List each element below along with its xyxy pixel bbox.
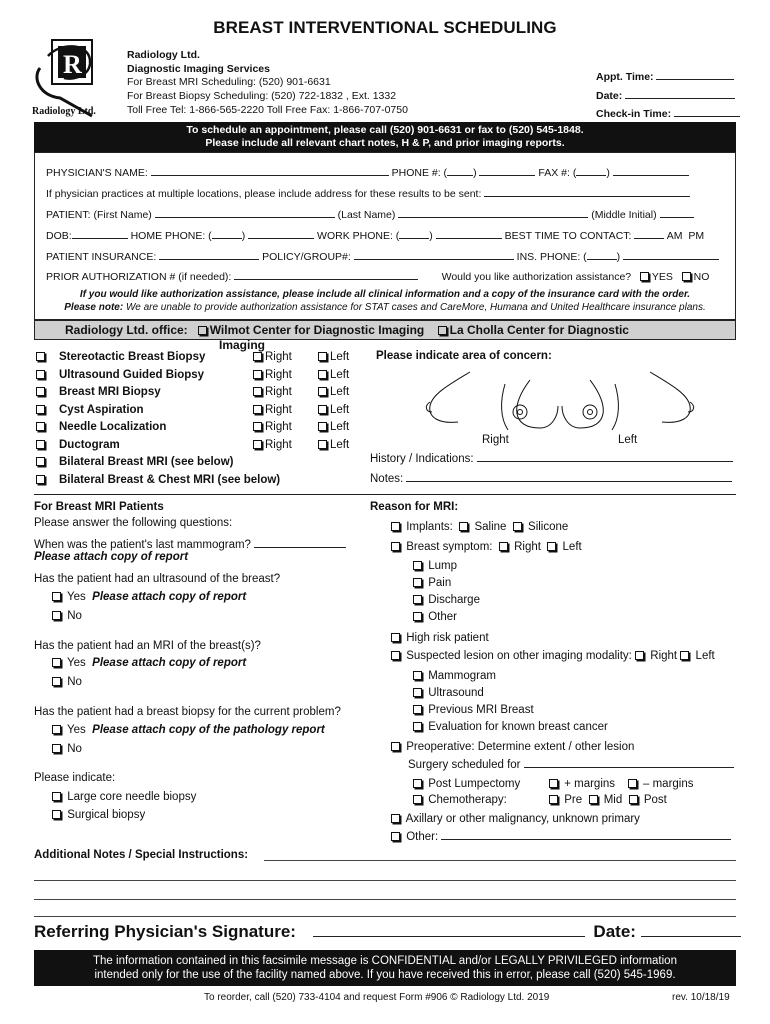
office-selection-bar [34,320,736,340]
right-label: Right [650,650,678,662]
home-phone-label: HOME PHONE: ( [130,230,212,242]
procedure-label: Breast MRI Biopsy [59,386,161,398]
procedure-right-option [253,369,292,381]
work-area-field[interactable] [399,229,429,239]
home-area-field[interactable] [212,229,242,239]
confidential-line-2: intended only for the use of the facility named above. If you have received this in error, please call (520) 545-1969. [94,969,676,981]
silicone-label: Silicone [528,521,569,533]
work-phone-field[interactable] [436,229,502,239]
ultrasound-row [413,687,484,699]
yes-label: Yes [67,724,86,736]
signature-field[interactable] [313,923,585,937]
discharge-label: Discharge [428,594,480,606]
discharge-row [413,594,480,606]
signature-row [34,922,741,942]
chemo-label: Chemotherapy: [428,794,507,806]
phone-field[interactable] [479,166,535,176]
biopsy-scheduling: For Breast Biopsy Scheduling: (520) 722-1832 , Ext. 1332 [127,90,397,103]
prev-mri-label: Previous MRI Breast [428,704,534,716]
mri-scheduling: For Breast MRI Scheduling: (520) 901-6631 [127,76,331,89]
checkin-field[interactable] [674,107,740,117]
lacholla-checkbox[interactable] [438,326,447,335]
procedure-left-option [318,439,349,451]
attach-report-note: Please attach copy of report [34,551,189,563]
banner-line-2: Please include all relevant chart notes, H & P, and prior imaging reports. [205,137,565,149]
left-checkbox[interactable] [318,440,327,449]
suspected-row [391,650,715,662]
right-checkbox[interactable] [253,422,262,431]
please-note-label: Please note: [64,302,124,313]
saline-label: Saline [474,521,507,533]
chemo-row [413,794,507,806]
procedure-row [36,421,166,433]
post-lump-label: Post Lumpectomy [428,778,521,790]
procedure-label: Stereotactic Breast Biopsy [59,351,206,363]
history-row [370,452,733,465]
silicone-checkbox[interactable] [513,522,522,531]
policy-label: POLICY/GROUP#: [262,251,351,263]
prior-auth-field[interactable] [234,270,418,280]
post-label: Post [643,794,667,806]
please-note-text: We are unable to provide authorization assistance for STAT cases and CareMore, Humana and United Healthcare insurance plans. [123,302,706,313]
other2-checkbox[interactable] [391,832,400,841]
core-label: Large core needle biopsy [67,791,197,803]
surgery-field[interactable] [524,758,734,768]
notes-line-4[interactable] [34,916,736,917]
chemo-timing-row [549,794,667,806]
history-field[interactable] [477,452,733,462]
logo-caption: Radiology Ltd. [32,106,96,117]
physician-name-field[interactable] [151,166,389,176]
right-label: Right [514,541,541,553]
post-checkbox[interactable] [629,795,638,804]
procedure-row [36,439,120,451]
no-label: No [67,743,82,755]
confidential-line-1: The information contained in this facsimile message is CONFIDENTIAL and/or LEGALLY PRIVILEGED information [93,955,677,967]
high-risk-row [391,632,489,644]
home-phone-field[interactable] [248,229,314,239]
mri-no-checkbox[interactable] [52,677,61,686]
wilmot-label: Wilmot Center for Diagnostic Imaging [209,323,425,337]
yes-label: Yes [67,657,86,669]
us-yes-checkbox[interactable] [52,592,61,601]
mri-yes-row [52,657,246,669]
procedure-row [36,369,204,381]
mammogram-row [413,670,496,682]
procedure-row [36,404,144,416]
biopsy-yes-row [52,724,325,736]
signature-date-field[interactable] [641,923,741,937]
last-mammo-field[interactable] [254,538,346,548]
pre-checkbox[interactable] [549,795,558,804]
concern-heading: Please indicate area of concern: [376,350,552,362]
symptom-right-checkbox[interactable] [499,542,508,551]
left-label: Left [562,541,582,553]
address-field[interactable] [484,187,690,197]
company-info [127,49,408,118]
mri-heading: For Breast MRI Patients [34,501,164,513]
us-no-row [52,610,82,622]
saline-checkbox[interactable] [459,522,468,531]
physician-row [46,166,689,179]
lump-checkbox[interactable] [413,561,422,570]
surgery-row [408,758,734,771]
mammogram-label: Mammogram [428,670,496,682]
core-biopsy-checkbox[interactable] [52,792,61,801]
best-time-label: BEST TIME TO CONTACT: [504,230,632,242]
lump-row [413,560,457,572]
prior-auth-label: PRIOR AUTHORIZATION # (if needed): [46,271,232,283]
prior-auth-row [46,270,709,283]
preop-label: Preoperative: Determine extent / other lesion [406,741,635,753]
procedure-left-option [318,404,349,416]
left-label: Left [330,404,350,416]
minus-margins-checkbox[interactable] [628,779,637,788]
attach-path-note: Please attach copy of the pathology report [92,724,325,736]
chemo-checkbox[interactable] [413,795,422,804]
preop-row [391,741,634,753]
us-yes-row [52,591,246,603]
notes-line-2[interactable] [34,880,736,881]
mammogram-checkbox[interactable] [413,671,422,680]
appt-time-label: Appt. Time: [596,71,654,83]
physician-name-label: PHYSICIAN'S NAME: [46,167,148,179]
office-label: Radiology Ltd. office: [65,323,188,337]
notes-label: Notes: [370,473,404,485]
procedure-label: Bilateral Breast MRI (see below) [59,456,234,468]
checkin-label: Check-in Time: [596,108,672,120]
procedure-row [36,474,280,486]
pain-row [413,577,451,589]
dob-field[interactable] [72,229,128,239]
plus-margins-label: + margins [564,778,616,790]
right-checkbox[interactable] [253,440,262,449]
axillary-checkbox[interactable] [391,814,400,823]
right-checkbox[interactable] [253,405,262,414]
insurance-row [46,250,719,263]
procedure-checkbox[interactable] [36,387,45,396]
minus-margins-label: – margins [643,778,694,790]
work-phone-label: WORK PHONE: ( [317,230,400,242]
procedure-row [36,351,205,363]
revision-text: rev. 10/18/19 [672,992,730,1003]
imaging-wrap-text: Imaging [219,338,266,352]
auth-no-checkbox[interactable] [682,272,691,281]
preop-checkbox[interactable] [391,742,400,751]
yes-label: Yes [67,591,86,603]
first-name-field[interactable] [155,208,335,218]
biopsy-question: Has the patient had a breast biopsy for the current problem? [34,706,341,718]
pain-label: Pain [428,577,452,589]
dob-label: DOB: [46,230,72,242]
right-label: Right [265,351,292,363]
notes-field[interactable] [406,472,732,482]
reorder-text: To reorder, call (520) 733-4104 and request Form #906 © Radiology Ltd. 2019 [204,992,550,1003]
left-label: Left [330,386,350,398]
last-mammo-label: When was the patient's last mammogram? [34,539,251,551]
diagram-left-label: Left [618,434,638,446]
paren: ) [473,167,477,179]
company-name: Radiology Ltd. [127,49,200,61]
left-label: Left [330,439,350,451]
procedure-left-option [318,351,349,363]
middle-initial-label: (Middle Initial) [591,209,657,221]
procedure-row [36,386,161,398]
paren: ) [616,251,621,263]
procedure-label: Needle Localization [59,421,167,433]
left-label: Left [330,421,350,433]
procedure-right-option [253,351,292,363]
procedure-label: Ultrasound Guided Biopsy [59,369,205,381]
breast-diagram [420,366,700,436]
am-option[interactable]: AM [666,230,683,242]
no-label: No [67,676,82,688]
right-label: Right [265,421,292,433]
first-name-label: PATIENT: (First Name) [46,209,152,221]
multiple-locations-label: If physician practices at multiple locations, please include address for these results to be sent: [46,188,482,200]
right-checkbox[interactable] [253,352,262,361]
suspected-right-checkbox[interactable] [635,651,644,660]
ultrasound-label: Ultrasound [428,687,484,699]
us-no-checkbox[interactable] [52,611,61,620]
high-risk-label: High risk patient [406,632,489,644]
phone-area-field[interactable] [447,166,473,176]
left-checkbox[interactable] [318,422,327,431]
auth-note: If you would like authorization assistance, please include all clinical information and a copy of the insurance card with the order. [79,289,691,300]
auth-yes-checkbox[interactable] [640,272,649,281]
additional-notes-label: Additional Notes / Special Instructions: [34,849,249,861]
other2-label: Other: [406,831,439,843]
known-cancer-row [413,721,608,733]
pain-checkbox[interactable] [413,578,422,587]
surgery-label: Surgery scheduled for [408,759,521,771]
implants-label: Implants: [406,521,453,533]
patient-name-row [46,208,694,221]
procedure-left-option [318,421,349,433]
procedure-left-option [318,386,349,398]
best-time-field[interactable] [634,229,664,239]
other-label: Other [428,611,457,623]
surgical-row [52,809,145,821]
mri-question: Has the patient had an MRI of the breast(s)? [34,640,261,652]
suspected-label: Suspected lesion on other imaging modality: [406,650,632,662]
attach-note: Please attach copy of report [92,591,247,603]
answer-instruction: Please answer the following questions: [34,517,233,529]
left-checkbox[interactable] [318,405,327,414]
procedure-checkbox[interactable] [36,405,45,414]
no-label: No [67,610,82,622]
biopsy-no-checkbox[interactable] [52,744,61,753]
procedure-label: Bilateral Breast & Chest MRI (see below) [59,474,281,486]
banner-line-1: To schedule an appointment, please call (520) 901-6631 or fax to (520) 545-1848. [186,124,584,136]
auth-no-label: NO [693,271,710,283]
procedure-checkbox[interactable] [36,370,45,379]
right-label: Right [265,386,292,398]
other2-row [391,830,731,843]
ins-area-field[interactable] [587,250,617,260]
implants-checkbox[interactable] [391,522,400,531]
last-name-label: (Last Name) [337,209,396,221]
symptom-row [391,541,582,553]
diagram-right-label: Right [482,434,509,446]
appointment-block [596,68,740,124]
appt-time-field[interactable] [656,70,734,80]
toll-free: Toll Free Tel: 1-866-565-2220 Toll Free Fax: 1-866-707-0750 [127,103,408,116]
biopsy-yes-checkbox[interactable] [52,725,61,734]
procedure-right-option [253,386,292,398]
svg-text:R: R [63,50,82,79]
procedure-right-option [253,421,292,433]
last-name-field[interactable] [398,208,588,218]
known-cancer-checkbox[interactable] [413,722,422,731]
pre-label: Pre [564,794,583,806]
paren: ) [606,167,610,179]
insurance-label: PATIENT INSURANCE: [46,251,157,263]
appt-date-label: Date: [596,89,623,102]
scheduling-banner [34,122,736,152]
high-risk-checkbox[interactable] [391,633,400,642]
procedure-left-option [318,369,349,381]
fax-area-field[interactable] [576,166,606,176]
insurance-note [34,302,736,313]
procedure-label: Ductogram [59,439,120,451]
other-checkbox[interactable] [413,612,422,621]
contact-row [46,229,704,242]
implants-row [391,521,568,533]
fax-field[interactable] [613,166,689,176]
right-label: Right [265,404,292,416]
right-checkbox[interactable] [253,387,262,396]
mri-yes-checkbox[interactable] [52,658,61,667]
axillary-row [391,813,640,825]
known-cancer-label: Evaluation for known breast cancer [428,721,608,733]
suspected-checkbox[interactable] [391,651,400,660]
procedure-right-option [253,439,292,451]
signature-label: Referring Physician's Signature: [34,922,296,941]
left-label: Left [330,369,350,381]
prev-mri-row [413,704,534,716]
post-lump-row [413,778,520,790]
history-label: History / Indications: [370,453,474,465]
fax-label: FAX #: ( [538,167,577,179]
lacholla-label: La Cholla Center for Diagnostic [449,323,629,337]
procedure-label: Cyst Aspiration [59,404,144,416]
ultrasound-question: Has the patient had an ultrasound of the breast? [34,573,281,585]
notes-line-1[interactable] [264,860,736,861]
procedure-checkbox[interactable] [36,440,45,449]
post-lump-checkbox[interactable] [413,779,422,788]
phone-label: PHONE #: ( [391,167,448,179]
company-dept: Diagnostic Imaging Services [127,62,270,75]
suspected-left-checkbox[interactable] [680,651,689,660]
axillary-label: Axillary or other malignancy, unknown primary [405,813,640,825]
symptom-label: Breast symptom: [406,541,493,553]
auth-yes-label: YES [651,271,673,283]
appt-date-field[interactable] [625,89,735,99]
surgical-label: Surgical biopsy [67,809,146,821]
left-label: Left [330,351,350,363]
left-checkbox[interactable] [318,387,327,396]
mri-no-row [52,676,82,688]
procedure-checkbox[interactable] [36,457,45,466]
procedure-row [36,456,233,468]
procedure-checkbox[interactable] [36,352,45,361]
divider [34,494,736,495]
left-label: Left [695,650,715,662]
left-checkbox[interactable] [318,370,327,379]
form-title: BREAST INTERVENTIONAL SCHEDULING [213,18,557,37]
last-mammo-row [34,538,346,551]
plus-margins-checkbox[interactable] [549,779,558,788]
ins-phone-label: INS. PHONE: ( [516,251,587,263]
insurance-field[interactable] [159,250,259,260]
procedure-checkbox[interactable] [36,422,45,431]
address-row [46,187,690,200]
other-row [413,611,457,623]
left-checkbox[interactable] [318,352,327,361]
ins-phone-field[interactable] [623,250,719,260]
symptom-checkbox[interactable] [391,542,400,551]
core-row [52,791,196,803]
middle-initial-field[interactable] [660,208,694,218]
right-checkbox[interactable] [253,370,262,379]
other2-field[interactable] [441,830,731,840]
prev-mri-checkbox[interactable] [413,705,422,714]
right-label: Right [265,369,292,381]
surgical-biopsy-checkbox[interactable] [52,810,61,819]
please-indicate: Please indicate: [34,772,116,784]
auth-assist-label: Would you like authorization assistance? [441,271,632,283]
margins-row [549,778,694,790]
confidential-banner [34,950,736,986]
reason-heading: Reason for MRI: [370,501,459,513]
procedure-checkbox[interactable] [36,475,45,484]
mid-label: Mid [603,794,623,806]
notes-line-3[interactable] [34,899,736,900]
symptom-left-checkbox[interactable] [547,542,556,551]
attach-note: Please attach copy of report [92,657,247,669]
procedure-right-option [253,404,292,416]
signature-date-label: Date: [593,922,636,941]
wilmot-checkbox[interactable] [198,326,207,335]
pm-option[interactable]: PM [688,230,705,242]
mid-checkbox[interactable] [589,795,598,804]
biopsy-no-row [52,743,82,755]
right-label: Right [265,439,292,451]
notes-row [370,472,732,485]
policy-field[interactable] [354,250,514,260]
discharge-checkbox[interactable] [413,595,422,604]
paren: ) [241,230,246,242]
paren: ) [429,230,433,242]
lump-label: Lump [428,560,457,572]
ultrasound-checkbox[interactable] [413,688,422,697]
